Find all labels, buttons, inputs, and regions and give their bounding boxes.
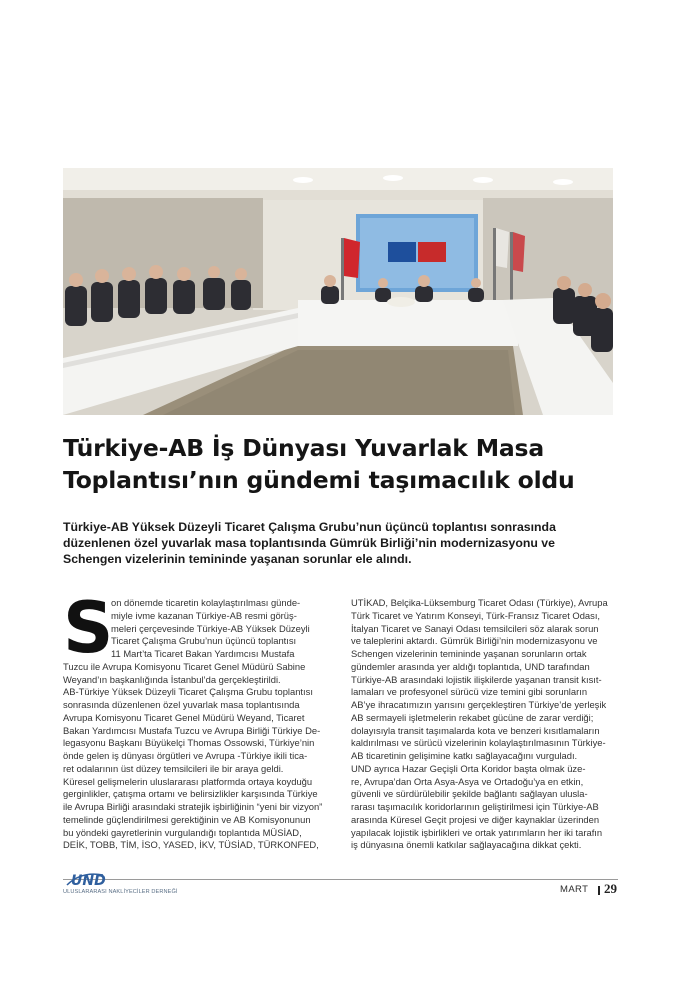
article-photo (63, 168, 613, 415)
body-line: iş dünyasına önemli katkılar sağlayacağına dikkat çekti. (351, 839, 582, 851)
body-column-left (63, 587, 325, 852)
body-line: meleri çerçevesinde Türkiye-AB Yüksek Düzeyli (111, 622, 310, 634)
body-line: 11 Mart’ta Ticaret Bakan Yardımcısı Mustafa (111, 648, 295, 659)
body-line: miyle ivme kazanan Türkiye-AB resmi görüş- (111, 609, 297, 621)
body-line: sonrasında düzenlenen özel yuvarlak masa toplantısında (63, 699, 300, 710)
body-line: Tuzcu ile Avrupa Komisyonu Ticaret Genel Müdürü Sabine (63, 660, 306, 672)
body-line: re, Avrupa’dan Orta Asya-Asya ve Ortadoğu’ya en etkin, (351, 775, 584, 787)
body-line: AB-Türkiye Yüksek Düzeyli Ticaret Çalışma Grubu toplantısı (63, 686, 313, 698)
lead-line-3: Schengen vizelerinin temininde yaşanan sorunlar ele alındı. (63, 552, 412, 566)
body-line: yapılacak lojistik işbirlikleri ve ortak yatırımların her iki tarafın (351, 826, 603, 838)
article-lead (63, 519, 623, 567)
body-line: Türkiye-AB arasındaki lojistik ilişkilerde yaşanan transit kısıt- (351, 673, 602, 685)
meeting-photo-illustration (63, 168, 613, 415)
body-line: Bakan Yardımcısı Mustafa Tuzcu ve Avrupa Birliği Türkiye De- (63, 724, 321, 736)
body-line: ile Avrupa Birliği arasındaki stratejik işbirliğinin “yeni bir vizyon” (63, 801, 323, 812)
body-line: legasyonu Başkanı Büyükelçi Thomas Ossowski, Türkiye’nin (63, 737, 315, 749)
body-line: UND ayrıca Hazar Geçişli Orta Koridor başta olmak üze- (351, 762, 586, 774)
body-line: gündemler arasında yer aldığı toplantıda, UND tarafından (351, 660, 590, 672)
body-line: Weyand’ın başkanlığında İstanbul’da gerçekleştirildi. (63, 673, 281, 685)
headline-line-2: Toplantısı’nın gündemi taşımacılık oldu (63, 466, 575, 494)
body-line: kaldırılması ve sürücü vizelerinin kolaylaştırılmasının Türkiye- (351, 737, 606, 749)
logo-text: UND (71, 873, 106, 889)
body-line: İtalyan Ticaret ve Sanayi Odası temsilcileri söz alarak sorun (351, 622, 599, 634)
body-line: AB’ye ihracatımızın yarısını gerçekleştiren Türkiye’de yerleşik (351, 699, 607, 710)
lead-line-1: Türkiye-AB Yüksek Düzeyli Ticaret Çalışma Grubu’nun üçüncü toplantısı sonrasında (63, 520, 556, 534)
body-line: ve taleplerini aktardı. Gümrük Birliği’nin modernizasyonu ve (351, 635, 598, 647)
lead-line-2: düzenlenen özel yuvarlak masa toplantısında Gümrük Birliği’nin modernizasyonu ve (63, 536, 555, 550)
body-line: Avrupa Komisyonu Ticaret Genel Müdürü Weyand, Ticaret (63, 711, 305, 723)
body-line: bu yöndeki gayretlerinin vurgulandığı toplantıda MÜSİAD, (63, 826, 302, 838)
body-line: AB sermayeli işletmelerin rekabet gücüne de zarar verdiği; (351, 711, 594, 723)
page-number: 29 (604, 881, 617, 896)
logo-caption: ULUSLARARASI NAKLİYECİLER DERNEĞİ (63, 889, 178, 895)
body-line: DEİK, TOBB, TİM, İSO, YASED, İKV, TÜSİAD, TÜRKONFED, (63, 839, 319, 851)
body-line: Türk Ticaret ve Yatırım Konseyi, Türk-Fransız Ticaret Odası, (351, 609, 601, 621)
body-line: Schengen vizelerinin temininde yaşanan sorunların ortak (351, 648, 587, 659)
body-line: Küresel gelişmelerin uluslararası platformda ortaya koyduğu (63, 775, 313, 787)
body-line: güvenli ve sürdürülebilir şekilde bağlantı sağlayan ulusla- (351, 788, 588, 800)
footer-separator-bar (598, 886, 600, 895)
body-line: gerginlikler, çatışma ortamı ve belirsizlikler karşısında Türkiye (63, 788, 318, 800)
body-line: rarası taşımacılık koridorlarının geliştirilmesi için Türkiye-AB (351, 801, 599, 812)
issue-month: MART (560, 884, 589, 895)
body-line: on dönemde ticaretin kolaylaştırılması günde- (111, 597, 301, 608)
body-line: önde gelen iş dünyası örgütleri ve Avrupa -Türkiye ikili tica- (63, 750, 308, 761)
body-line: Ticaret Çalışma Grubu’nun üçüncü toplantısı (111, 635, 297, 647)
body-line: arasında Küresel Geçit projesi ve diğer kaynaklar üzerinden (351, 813, 600, 825)
body-line: lamaları ve profesyonel sürücü vize temini gibi sorunların (351, 686, 588, 698)
body-line: dolayısıyla transit taşımalarda kota ve benzeri kısıtlamaların (351, 724, 600, 736)
body-line: UTİKAD, Belçika-Lüksemburg Ticaret Odası (Türkiye), Avrupa (351, 597, 608, 608)
body-line: ret odalarının üst düzey temsilcileri ile bir araya geldi. (63, 762, 284, 774)
article-headline (63, 432, 623, 496)
und-logo (63, 869, 183, 903)
headline-line-1: Türkiye-AB İş Dünyası Yuvarlak Masa (63, 434, 544, 462)
body-line: AB ticaretinin gelişimine katkı sağlayacağını vurguladı. (351, 750, 578, 761)
body-line: temelinde güçlendirilmesi gerektiğinin ve AB Komisyonunun (63, 813, 311, 825)
drop-cap: S (63, 587, 114, 669)
body-column-right (351, 597, 619, 852)
